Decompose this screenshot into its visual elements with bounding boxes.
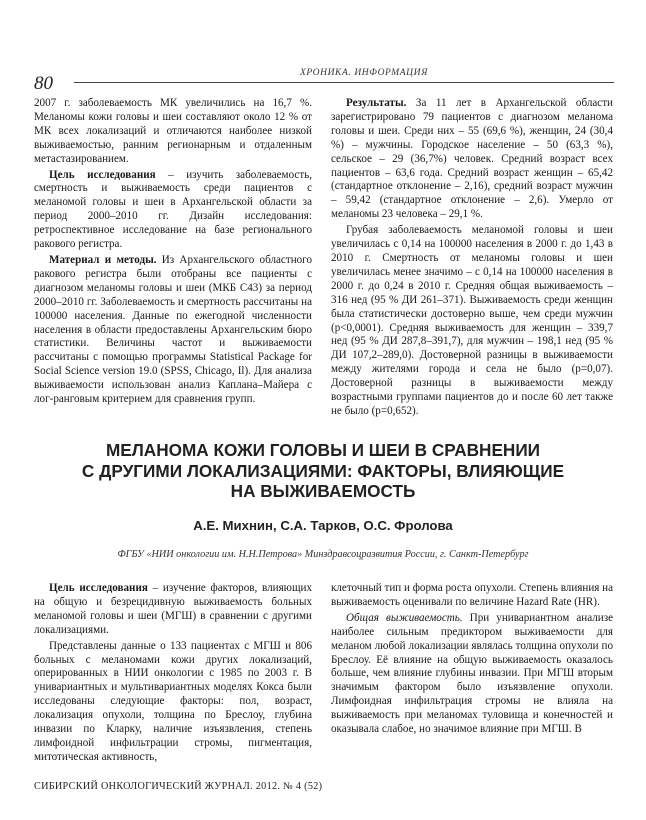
- paragraph-text: При унивариантном анализе наиболее сильным предиктором выживаемости для меланом любой локализации являлась толщина опухоли по Бреслоу. Её влияние на общую выживаемость оказалось больше, чем влияние глубины инвазии. При МГШ вторым значимым фактором было изъязвление опухоли. Лимфоидная инфильтрация стромы не влияла на выживаемость при меланомах туловища и конечностей и оказывала слабое, но значимое влияние при МГШ. В: [331, 611, 613, 736]
- title-line: С ДРУГИМИ ЛОКАЛИЗАЦИЯМИ: ФАКТОРЫ, ВЛИЯЮЩИЕ: [81, 460, 565, 481]
- paragraph: [34, 582, 312, 638]
- article-column-right: [331, 582, 613, 739]
- section-label: Общая выживаемость.: [346, 611, 463, 624]
- paragraph: [34, 254, 312, 407]
- prev-article-column-left: [34, 97, 312, 409]
- paragraph: [34, 169, 312, 252]
- header-rule: [74, 82, 614, 83]
- article-title: [40, 440, 606, 502]
- section-label: Цель исследования: [49, 168, 156, 181]
- section-label: Материал и методы.: [49, 253, 157, 266]
- paragraph-text: – изучить заболеваемость, смертность и выживаемость среди пациентов с меланомой головы и шеи в Архангельской области за период 2000–2010 гг. Дизайн исследования: ретроспективное исследование на базе регионального ракового регистра.: [34, 168, 312, 251]
- section-label: Цель исследования: [49, 582, 148, 594]
- title-line: НА ВЫЖИВАЕМОСТЬ: [230, 481, 416, 501]
- paragraph: [331, 612, 613, 737]
- title-line: МЕЛАНОМА КОЖИ ГОЛОВЫ И ШЕИ В СРАВНЕНИИ: [105, 440, 541, 460]
- paragraph: 2007 г. заболеваемость МК увеличились на 16,7 %. Меланомы кожи головы и шеи составляют около 12 % от МК всех локализаций и отличаются наиболее низкой выживаемостью, ранним регионарным и отдаленным метастазированием.: [34, 97, 312, 165]
- article-authors: А.Е. Михнин, С.А. Тарков, О.С. Фролова: [193, 518, 453, 533]
- paragraph: [331, 97, 613, 222]
- paragraph: клеточный тип и форма роста опухоли. Степень влияния на выживаемость оценивали по величине Hazard Rate (HR).: [331, 582, 613, 608]
- prev-article-column-right: [331, 97, 613, 421]
- paragraph-text: Из Архангельского областного ракового регистра были отобраны все пациенты с диагнозом меланомы головы и шеи (МКБ С43) за период 2000–2010 гг. Заболеваемость и смертность рассчитаны на 100000 населения. Данные по ежегодной численности населения в области предоставлены Архангельским бюро статистики. Величины частот и выживаемости рассчитаны с помощью программы Statistical Package for Social Science version 19.0 (SPSS, Chicago, Il). Для анализа выживаемости использован анализ Каплана–Майера с лог-ранговым критерием для сравнения групп.: [34, 253, 313, 406]
- article-affiliation: ФГБУ «НИИ онкологии им. Н.Н.Петрова» Минздравсоцразвития России, г. Санкт-Петербург: [117, 549, 529, 560]
- paragraph-text: За 11 лет в Архангельской области зарегистрировано 79 пациентов с диагнозом меланома головы и шеи. Среди них – 55 (69,6 %), женщин, 24 (30,4 %) – мужчины. Городское население – 50 (63,3 %), сельское – 29 (36,7%) человек. Средний возраст всех пациентов – 63,6 года. Средний возраст женщин – 65,42 (стандартное отклонение – 2,16), средний возраст мужчин – 59,42 (стандартное отклонение – 2,6). Умерло от меланомы 23 человека – 29,1 %.: [331, 97, 613, 221]
- journal-footer: СИБИРСКИЙ ОНКОЛОГИЧЕСКИЙ ЖУРНАЛ. 2012. № 4 (52): [34, 781, 323, 792]
- paragraph: Грубая заболеваемость меланомой головы и шеи увеличилась с 0,14 на 100000 населения в 2000 г. до 1,43 в 2010 г. Смертность от меланомы головы и шеи увеличилась менее значимо – с 0,14 на 100000 населения в 2000 г. до 0,24 в 2010 г. Средняя общая выживаемость – 316 нед (95 % ДИ 261–371). Выживаемость среди женщин была статистически достоверно выше, чем среди мужчин (p<0,0001). Средняя выживаемость для женщин – 339,7 нед (95 % ДИ 287,8–391,7), для мужчин – 198,1 нед (95 % ДИ 107,2–289,0). Достоверной разницы в выживаемости между жителями города и села не было (p=0,07). Достоверной разницы в выживаемости между возрастными группами пациентов до и после 60 лет также не было (p=0,652).: [331, 224, 613, 417]
- running-head: ХРОНИКА. ИНФОРМАЦИЯ: [300, 68, 428, 78]
- paragraph-text: – изучение факторов, влияющих на общую и безрецидивную выживаемость больных меланомой головы и шеи (МГШ) в сравнении с другими локализациями.: [34, 582, 312, 636]
- section-label: Результаты.: [346, 97, 407, 109]
- article-column-left: [34, 582, 312, 767]
- paragraph: Представлены данные о 133 пациентах с МГШ и 806 больных с меланомами кожи других локализаций, оперированных в НИИ онкологии с 1985 по 2003 г. В унивариантных и мультивариантных моделях Кокса были исследованы следующие факторы: пол, возраст, локализация опухоли, толщина по Бреслоу, глубина инвазии по Кларку, наличие изъязвления, степень лимфоидной инфильтрации стромы, пигментация, митотическая активность,: [34, 639, 312, 763]
- page-number: 80: [34, 73, 53, 94]
